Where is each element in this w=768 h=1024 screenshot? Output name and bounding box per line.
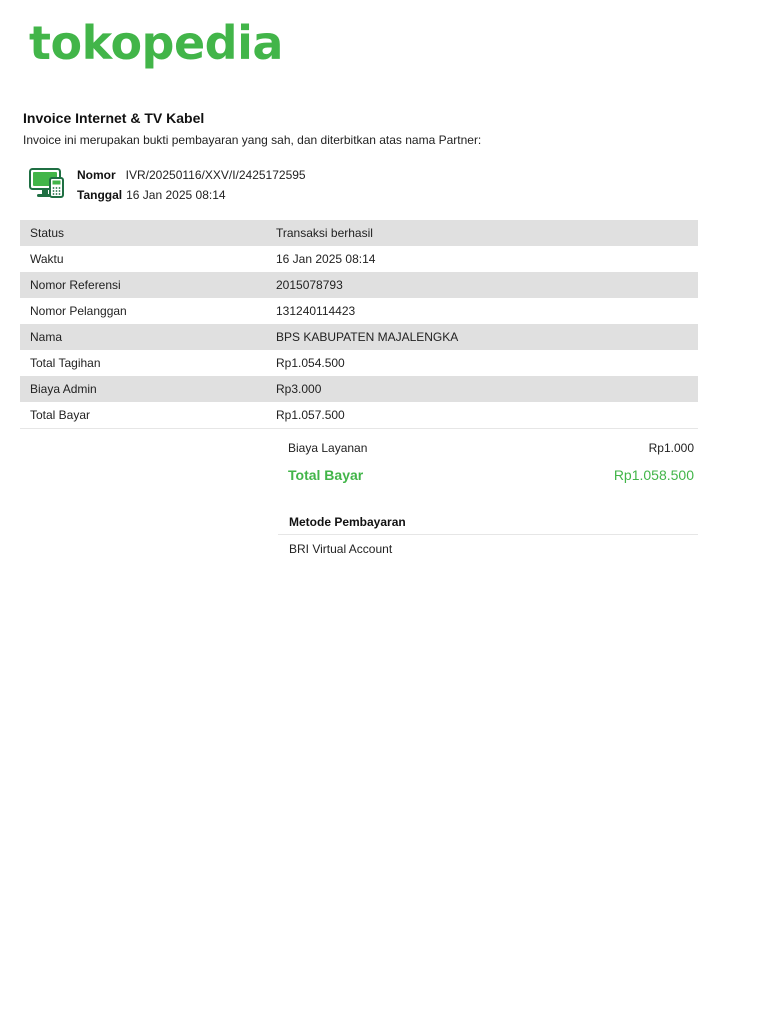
computer-payment-icon [28,167,66,199]
invoice-subtitle: Invoice ini merupakan bukti pembayaran yang sah, dan diterbitkan atas nama Partner: [23,133,482,147]
service-fee-value: Rp1.000 [648,441,694,455]
grand-total-row [278,460,698,490]
detail-label: Nomor Referensi [30,278,121,292]
detail-label: Biaya Admin [30,382,97,396]
table-row [20,272,698,298]
invoice-number-row [77,168,306,182]
detail-label: Waktu [30,252,64,266]
detail-label: Nama [30,330,63,344]
detail-value: Rp1.054.500 [276,356,345,370]
tokopedia-logo: tokopedia [29,16,283,70]
detail-value: Rp3.000 [276,382,322,396]
payment-method-label: Metode Pembayaran [289,515,406,529]
divider [278,534,698,535]
service-fee-label: Biaya Layanan [288,441,368,455]
detail-value: 2015078793 [276,278,343,292]
detail-value: Transaksi berhasil [276,226,373,240]
detail-label: Total Tagihan [30,356,101,370]
payment-method-value: BRI Virtual Account [289,542,393,556]
detail-label: Total Bayar [30,408,91,422]
detail-value: BPS KABUPATEN MAJALENGKA [276,330,459,344]
table-row [20,220,698,246]
detail-label: Status [30,226,65,240]
detail-value: 131240114423 [276,304,356,318]
table-row [20,246,698,272]
invoice-number-value: IVR/20250116/XXV/I/2425172595 [125,168,306,182]
invoice-date-row [77,188,226,202]
detail-value: 16 Jan 2025 08:14 [276,252,376,266]
payment-summary [278,436,698,490]
table-row [20,350,698,376]
service-fee-row [278,436,698,460]
grand-total-value: Rp1.058.500 [613,467,694,483]
grand-total-label: Total Bayar [288,467,364,483]
invoice-date-value: 16 Jan 2025 08:14 [126,188,226,202]
invoice-title: Invoice Internet & TV Kabel [23,110,205,126]
table-row [20,298,698,324]
transaction-details-table [20,220,698,429]
table-row [20,402,698,428]
invoice-date-label: Tanggal [77,188,123,202]
table-row [20,376,698,402]
table-row [20,324,698,350]
detail-value: Rp1.057.500 [276,408,345,422]
invoice-number-label: Nomor [77,168,116,182]
detail-label: Nomor Pelanggan [30,304,127,318]
